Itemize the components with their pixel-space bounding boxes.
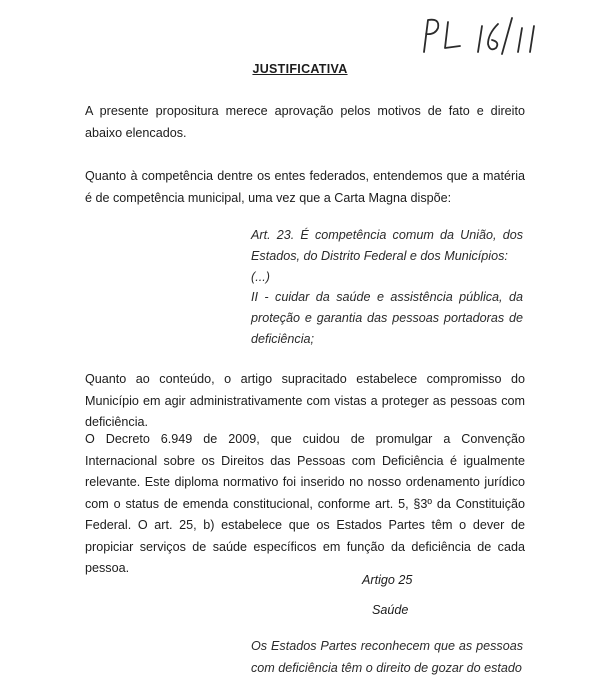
content-paragraph: Quanto ao conteúdo, o artigo supracitado estabelece compromisso do Município em agir administrativamente com vistas a proteger as pessoas com deficiência.: [85, 372, 525, 429]
quote-article-23: Art. 23. É competência comum da União, dos Estados, do Distrito Federal e dos Municípios:: [251, 228, 523, 263]
quote-ellipsis: (...): [251, 270, 270, 284]
quote-item-ii: II - cuidar da saúde e assistência pública, da proteção e garantia das pessoas portadoras de deficiência;: [251, 290, 523, 346]
article-subtitle: Saúde: [372, 603, 409, 617]
intro-paragraph: A presente propositura merece aprovação pelos motivos de fato e direito abaixo elencados.: [85, 104, 525, 140]
article-25-text: Os Estados Partes reconhecem que as pessoas com deficiência têm o direito de gozar do estado: [251, 639, 523, 675]
decree-paragraph: O Decreto 6.949 de 2009, que cuidou de promulgar a Convenção Internacional sobre os Direitos das Pessoas com Deficiência é igualmente relevante. Este diploma normativo foi inserido no nosso ordenamento jurídico com o status de emenda constitucional, conforme art. 5, §3º da Constituição Federal. O art. 25, b) estabelece que os Estados Partes têm o dever de propiciar serviços de saúde específicos em função da deficiência de cada pessoa.: [85, 432, 525, 575]
handwritten-annotation: [418, 14, 548, 58]
article-title: Artigo 25: [362, 573, 413, 587]
document-heading: JUSTIFICATIVA: [252, 62, 348, 76]
competence-paragraph: Quanto à competência dentre os entes federados, entendemos que a matéria é de competência municipal, uma vez que a Carta Magna dispõe:: [85, 169, 525, 205]
